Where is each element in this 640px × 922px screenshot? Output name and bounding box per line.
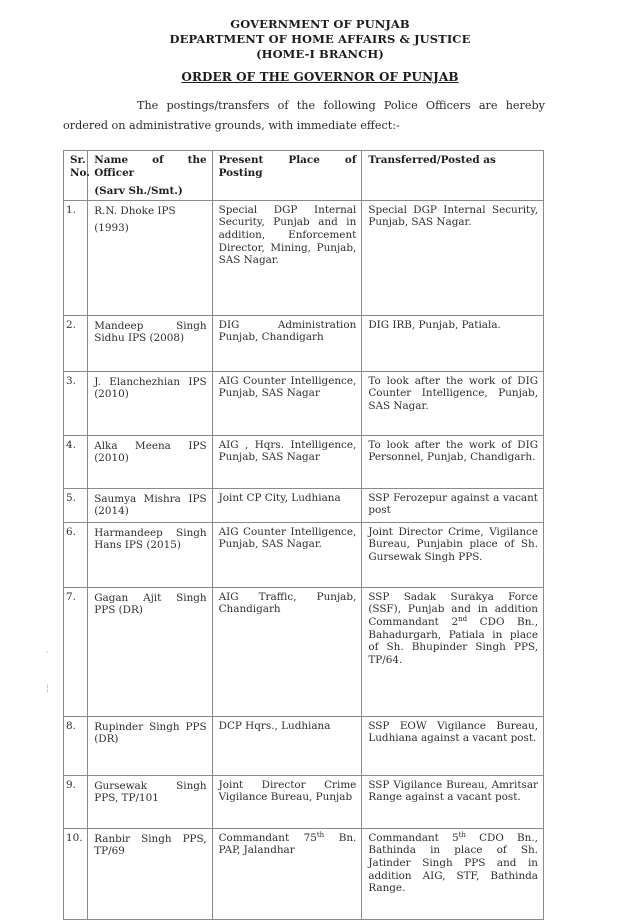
department-heading: DEPARTMENT OF HOME AFFAIRS & JUSTICE	[169, 32, 471, 46]
government-heading: GOVERNMENT OF PUNJAB	[230, 17, 410, 31]
sr-no-cell: 7.	[64, 587, 88, 716]
transferred-cell: SSP Vigilance Bureau, Amritsar Range against a vacant post.	[362, 775, 544, 828]
column-header-name-sub: (Sarv Sh./Smt.)	[94, 185, 183, 198]
ordinal-suffix: th	[458, 830, 466, 839]
ordinal-suffix: nd	[458, 614, 468, 623]
sr-no-cell: 6.	[64, 522, 88, 587]
transferred-cell: Special DGP Internal Security, Punjab, SAS Nagar.	[362, 200, 544, 315]
column-header-sr-no: Sr. No.	[64, 151, 88, 201]
table-row	[64, 371, 544, 435]
officer-name-cell: Ranbir Singh PPS, TP/69	[88, 828, 212, 919]
officer-batch-year: (1993)	[94, 222, 129, 235]
table-header-row	[64, 151, 544, 201]
column-header-transferred: Transferred/Posted as	[362, 151, 544, 201]
order-title: ORDER OF THE GOVERNOR OF PUNJAB	[181, 70, 459, 84]
transferred-cell: SSP EOW Vigilance Bureau, Ludhiana against a vacant post.	[362, 716, 544, 775]
present-posting-cell: Joint Director Crime Vigilance Bureau, Punjab	[212, 775, 362, 828]
present-posting-cell: DCP Hqrs., Ludhiana	[212, 716, 362, 775]
transferred-cell: Joint Director Crime, Vigilance Bureau, Punjabin place of Sh. Gursewak Singh PPS.	[362, 522, 544, 587]
present-posting-cell: AIG Counter Intelligence, Punjab, SAS Nagar.	[212, 522, 362, 587]
intro-text: The postings/transfers of the following Police Officers are hereby ordered on administrative grounds, with immediate effect:-	[63, 99, 545, 132]
officer-name-cell: Gagan Ajit Singh PPS (DR)	[88, 587, 212, 716]
sr-no-cell: 9.	[64, 775, 88, 828]
present-posting-cell: DIG Administration Punjab, Chandigarh	[212, 315, 362, 371]
ordinal-suffix: th	[316, 830, 325, 839]
officer-name-cell: J. Elanchezhian IPS (2010)	[88, 371, 212, 435]
officer-name-cell: Mandeep Singh Sidhu IPS (2008)	[88, 315, 212, 371]
sr-no-cell: 8.	[64, 716, 88, 775]
transferred-cell: To look after the work of DIG Counter Intelligence, Punjab, SAS Nagar.	[362, 371, 544, 435]
table-row	[64, 488, 544, 522]
transferred-cell: DIG IRB, Punjab, Patiala.	[362, 315, 544, 371]
officer-name-cell: Gursewak Singh PPS, TP/101	[88, 775, 212, 828]
transfer-table	[63, 150, 544, 920]
sr-no-cell: 3.	[64, 371, 88, 435]
officer-name-cell	[88, 200, 212, 315]
transferred-cell: SSP Ferozepur against a vacant post	[362, 488, 544, 522]
present-posting-cell: Special DGP Internal Security, Punjab and in addition, Enforcement Director, Mining, Punjab, SAS Nagar.	[212, 200, 362, 315]
table-row	[64, 828, 544, 919]
table-row	[64, 587, 544, 716]
sr-no-cell: 1.	[64, 200, 88, 315]
transferred-text-part: CDO Bn., Bahadurgarh, Patiala in place of Sh. Bhupinder Singh PPS, TP/64.	[368, 615, 538, 666]
column-header-present-posting: Present Place of Posting	[212, 151, 362, 201]
table-row	[64, 522, 544, 587]
present-posting-cell: AIG Counter Intelligence, Punjab, SAS Nagar	[212, 371, 362, 435]
present-posting-cell: AIG Traffic, Punjab, Chandigarh	[212, 587, 362, 716]
officer-name-cell: Alka Meena IPS (2010)	[88, 435, 212, 488]
present-text-part: Commandant 75	[218, 831, 317, 844]
transferred-cell	[362, 587, 544, 716]
transferred-cell	[362, 828, 544, 919]
officer-name-cell: Harmandeep Singh Hans IPS (2015)	[88, 522, 212, 587]
officer-name-cell: Rupinder Singh PPS (DR)	[88, 716, 212, 775]
transferred-text-part: CDO Bn., Bathinda in place of Sh. Jatinder Singh PPS and in addition AIG, STF, Bathinda Range.	[368, 831, 538, 895]
present-posting-cell	[212, 828, 362, 919]
intro-paragraph	[63, 96, 545, 136]
column-header-name	[88, 151, 212, 201]
scan-speck: ·	[46, 648, 49, 658]
transferred-text-part: SSP Sadak Surakya Force (SSF), Punjab and in addition Commandant 2	[368, 590, 538, 628]
sr-no-cell: 4.	[64, 435, 88, 488]
column-header-name-label: Name of the Officer	[94, 154, 207, 179]
table-row	[64, 315, 544, 371]
sr-no-cell: 10.	[64, 828, 88, 919]
present-posting-cell: Joint CP City, Ludhiana	[212, 488, 362, 522]
officer-name: R.N. Dhoke IPS	[94, 204, 176, 217]
present-text-part: Bn. PAP, Jalandhar	[218, 831, 357, 857]
sr-no-cell: 2.	[64, 315, 88, 371]
transferred-text-part: Commandant 5	[368, 831, 459, 844]
table-row	[64, 200, 544, 315]
present-posting-cell: AIG , Hqrs. Intelligence, Punjab, SAS Nagar	[212, 435, 362, 488]
table-row	[64, 435, 544, 488]
transferred-cell: To look after the work of DIG Personnel, Punjab, Chandigarh.	[362, 435, 544, 488]
officer-name-cell: Saumya Mishra IPS (2014)	[88, 488, 212, 522]
sr-no-cell: 5.	[64, 488, 88, 522]
scan-speck: ¦	[46, 684, 50, 694]
table-row	[64, 775, 544, 828]
branch-heading: (HOME-I BRANCH)	[256, 47, 384, 61]
table-row	[64, 716, 544, 775]
